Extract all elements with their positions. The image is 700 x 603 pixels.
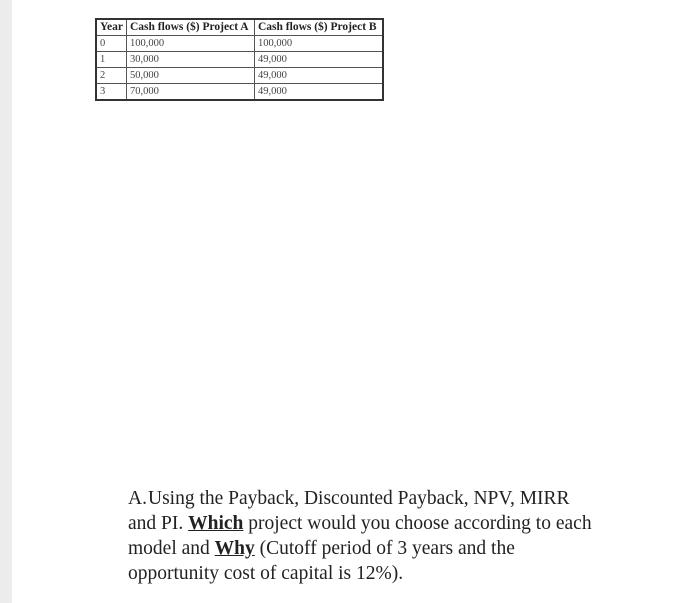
question-which: Which [188,513,244,534]
table-row [96,84,383,101]
table-header-row [96,19,383,36]
header-year: Year [96,19,127,36]
question-part-3: (Cutoff period of 3 years and the opportunity cost of capital is 12%). [128,538,515,584]
cell-project-b: 49,000 [255,68,384,84]
left-margin [0,0,12,603]
question-part-1: Using the Payback, Discounted Payback, NPV, MIRR and PI. [128,488,570,534]
question-part-2: project would you choose according to each model and [128,513,592,559]
cash-flow-table [95,18,384,101]
cell-project-b: 100,000 [255,36,384,52]
cell-year: 1 [96,52,127,68]
table-row [96,52,383,68]
cell-project-b: 49,000 [255,52,384,68]
document-page [12,0,700,603]
cell-project-a: 30,000 [127,52,255,68]
table-row [96,36,383,52]
cell-year: 2 [96,68,127,84]
cell-project-a: 70,000 [127,84,255,101]
header-project-a: Cash flows ($) Project A [127,19,255,36]
question-why: Why [214,538,255,559]
cell-project-a: 50,000 [127,68,255,84]
question-text [128,486,598,586]
cell-year: 0 [96,36,127,52]
table-row [96,68,383,84]
cell-project-a: 100,000 [127,36,255,52]
cell-year: 3 [96,84,127,101]
cell-project-b: 49,000 [255,84,384,101]
question-marker: A. [128,488,147,509]
header-project-b: Cash flows ($) Project B [255,19,384,36]
